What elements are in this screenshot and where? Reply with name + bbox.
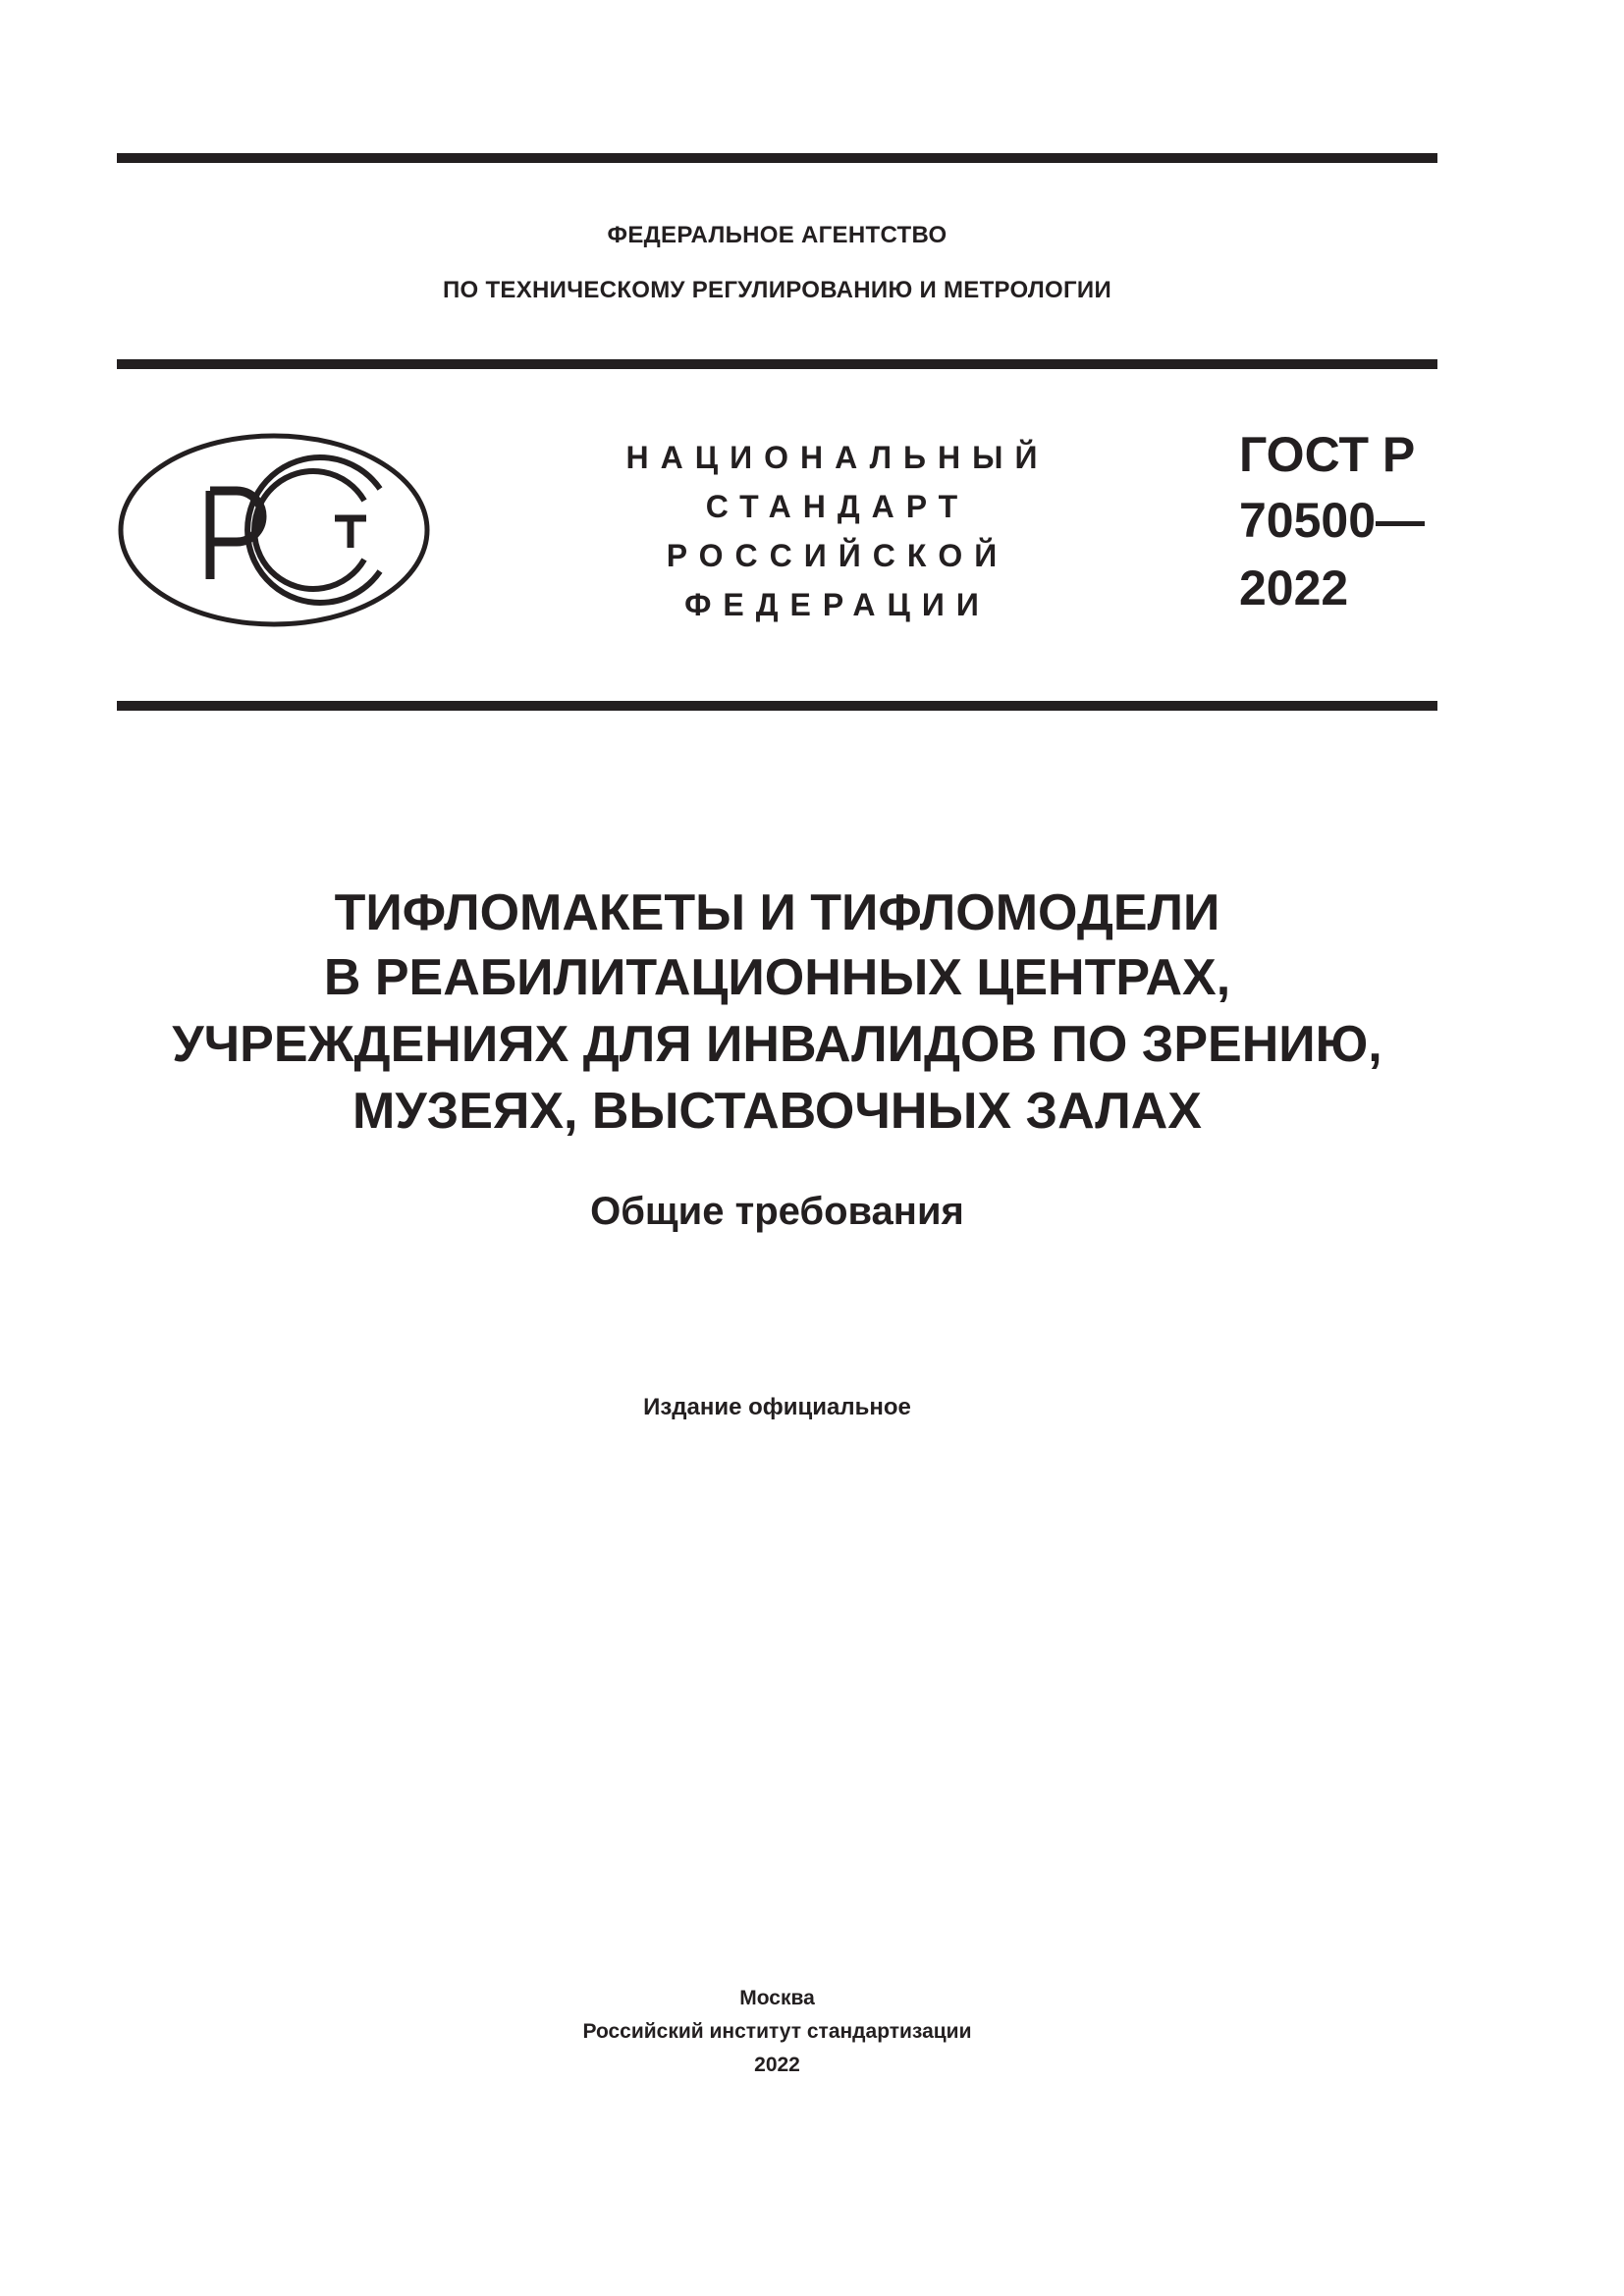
imprint-publisher: Российский институт стандартизации: [582, 2020, 972, 2043]
rst-certification-mark-icon: [117, 432, 431, 628]
document-subtitle: Общие требования: [590, 1190, 964, 1233]
national-standard-line-2: СТАНДАРТ: [705, 489, 970, 524]
document-title-line-3: УЧРЕЖДЕНИЯХ ДЛЯ ИНВАЛИДОВ ПО ЗРЕНИЮ,: [172, 1016, 1382, 1073]
designation-line-2: 70500—: [1239, 493, 1426, 548]
national-standard-line-4: ФЕДЕРАЦИИ: [684, 587, 991, 622]
designation-line-3: 2022: [1239, 561, 1349, 615]
top-rule: [117, 153, 1437, 163]
imprint-year: 2022: [754, 2054, 800, 2076]
upper-middle-rule: [117, 359, 1437, 369]
national-standard-line-1: НАЦИОНАЛЬНЫЙ: [625, 440, 1050, 475]
edition-note: Издание официальное: [643, 1394, 911, 1420]
document-title-line-2: В РЕАБИЛИТАЦИОННЫХ ЦЕНТРАХ,: [323, 949, 1231, 1006]
document-title-line-4: МУЗЕЯХ, ВЫСТАВОЧНЫХ ЗАЛАХ: [352, 1083, 1202, 1140]
imprint-city: Москва: [739, 1987, 815, 2009]
national-standard-line-3: РОССИЙСКОЙ: [666, 538, 1009, 573]
agency-line-1: ФЕДЕРАЛЬНОЕ АГЕНТСТВО: [607, 222, 947, 248]
agency-line-2: ПО ТЕХНИЧЕСКОМУ РЕГУЛИРОВАНИЮ И МЕТРОЛОГИИ: [442, 277, 1112, 303]
designation-line-1: ГОСТ Р: [1239, 427, 1416, 482]
document-title-line-1: ТИФЛОМАКЕТЫ И ТИФЛОМОДЕЛИ: [334, 884, 1220, 941]
lower-middle-rule: [117, 701, 1437, 711]
